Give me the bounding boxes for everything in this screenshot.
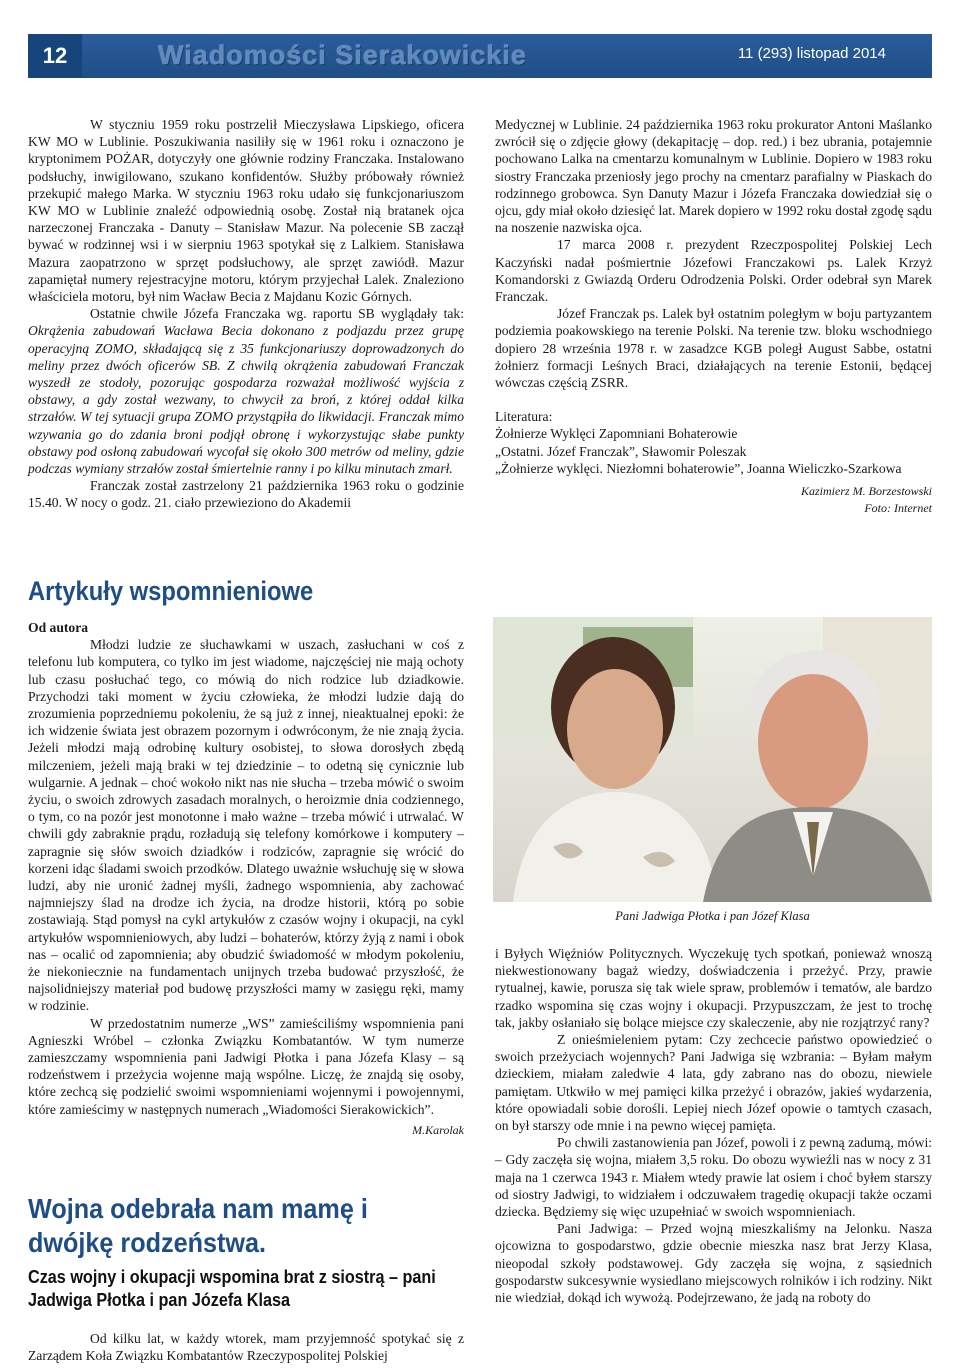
masthead: Wiadomości Sierakowickie [158, 40, 527, 70]
portrait-photo-illustration [493, 617, 932, 902]
section-title: Artykuły wspomnieniowe [28, 576, 314, 606]
paragraph [28, 305, 464, 477]
article-headline: Wojna odebrała nam mamę i dwójkę rodzeństwa. [28, 1193, 368, 1258]
literature-label: Literatura: [495, 409, 553, 425]
author-signature: Kazimierz M. Borzestowski [800, 484, 932, 499]
paragraph: Pani Jadwiga: – Przed wojną mieszkaliśmy na Jelonku. Nasza ojcowizna to gospodarstwo, gdzie obecnie mieszka nasz brat Jerzy Klasa, nieopodal szkoły podstawowej. Gdy zaczęła się wojna, z sąsiednich gospodarstw sukcesywnie wysiedlano miejscowych rolników i ich rodziny. Nikt nie wiedział, dokąd ich wywożą. Podejrzewano, że jadą na roboty do [495, 1221, 932, 1306]
photo-caption: Pani Jadwiga Płotka i pan Józef Klasa [615, 909, 810, 923]
paragraph: Józef Franczak ps. Lalek był ostatnim poległym w boju partyzantem podziemia poakowskiego na terenie Polski. Na terenie tzw. bloku wschodniego dopiero 28 września 1978 r. w zasadzce KGB poległ August Sabbe, ostatni żołnierz formacji Leśnych Braci, działających na terenie Estonii, będącej wówczas częścią ZSRR. [495, 306, 932, 391]
issue-label: 11 (293) listopad 2014 [737, 45, 886, 62]
paragraph: Medycznej w Lublinie. 24 października 1963 roku prokurator Antoni Maślanko zwrócił się o zdjęcie głowy (dekapitację – dop. red.) i bez ubrania, potajemnie pochowano Lalka na cmentarzu komunalnym w Lublinie. Dopiero w 1983 roku siostry Franczaka przeniosły jego prochy na cmentarz parafialny w Piaskach do rodzinnego grobowca. Syn Danuty Mazur i Józefa Franczaka dowiedział się o ojcu, gdy miał około dziesięć lat. Marek dopiero w 1992 roku dostał zgodę sądu na noszenie nazwiska ojca. [495, 117, 932, 236]
paragraph: W styczniu 1959 roku postrzelił Mieczysława Lipskiego, oficera KW MO w Lublinie. Poszukiwania nasiliły się w 1961 roku i oznaczono je kryptonimem POŻAR, dotyczyły one głównie rodziny Franczaka. Instalowano podsłuchy, inwigilowano, szukano konfidentów. Służby próbowały również przekupić małego Marka. W styczniu 1963 roku udało się funkcjonariuszom KW MO w Lublinie znaleźć odpowiednią osobę. Został nią bratanek ojca narzeczonej Franczaka - Danuty – Stanisław Mazur. Na polecenie SB zaczął bywać w rodzinnej wsi i w sierpniu 1963 spotykał się z Lalkiem. Stanisława Mazura zaopatrzono w sprzęt podsłuchowy, ale sprzęt zawiódł. Mazur zapamiętał numery rejestracyjne motoru, którym przyjechał Lalek. Znaleziono właściciela motoru, był nim Wacław Becia z Majdanu Kozic Górnych. [28, 117, 464, 305]
page-header [28, 34, 932, 78]
right-column-article [495, 945, 932, 1306]
editor-signature: M.Karolak [412, 1122, 464, 1137]
from-author-label: Od autora [28, 620, 89, 635]
paragraph: 17 marca 2008 r. prezydent Rzeczpospolitej Polskiej Lech Kaczyński nadał pośmiertnie Józefowi Franczakowi ps. Lalek Krzyż Komandorski z Gwiazdą Orderu Odrodzenia Polski. Order odebrał syn Marek Franczak. [495, 237, 932, 305]
right-column-top [495, 116, 932, 517]
paragraph: Z onieśmieleniem pytam: Czy zechcecie państwo opowiedzieć o swoich przeżyciach wojennych? Pani Jadwiga się wzbrania: – Byłam małym dzieckiem, miałam zaledwie 4 lata, gdy zabrano nas do obozu, niewiele pamiętam. Utkwiło w mej pamięci kilka przeżyć i obrazów, jakieś wydarzenia, które opowiadali sobie dorośli. Lepiej niech Józef opowie o tamtych czasach, on był starszy ode mnie i na pewno więcej pamięta. [495, 1032, 932, 1134]
literature-item: „Żołnierze wyklęci. Niezłomni bohaterowie”, Joanna Wieliczko-Szarkowa [495, 460, 902, 476]
literature-item: „Ostatni. Józef Franczak”, Sławomir Poleszak [495, 443, 747, 459]
paragraph-lead: Ostatnie chwile Józefa Franczaka wg. raportu SB wyglądały tak: [90, 306, 464, 322]
paragraph: Młodzi ludzie ze słuchawkami w uszach, zasłuchani w coś z telefonu lub komputera, co tylko im jest wiadome, najczęściej nie mają ochoty lub czasu posłuchać tego, co mówią do nich rodzice lub dziadkowie. Przychodzi taki moment w życiu człowieka, że młodzi ludzie dają do zrozumienia poprzedniemu pokoleniu, że są już z innej, nieaktualnej epoki: że ich widzenie świata jest obrazem pozornym i odwróconym, że nie znają życia. Jeżeli młodzi mają odrobinę kultury osobistej, to słowa dorosłych zbędą milczeniem, jeżeli mają braki w tej dziedzinie – to odetną się cynicznie lub wulgarnie. A jednak – choć wokoło nikt nas nie słucha – trzeba mówić o swoim życiu, o swoich zdrowych zasadach moralnych, o heroizmie dnia codziennego, o tym, co na pozór jest monotonne i mało ważne – trzeba mówić i utrwalać. W chwili gdy zabraknie prądu, rozładują się telefony komórkowe i komputery – zapragnie się słów swoich dziadków i rodziców, zapragnie się wrócić do korzeni idąc śladami swoich przodków. Dlatego uważnie wsłuchuję się w słowa ludzi, aby nie uronić żadnej myśli, żadnego wspomnienia, aby zachować najmniejszy ślad na drodze ich życia, na drodze historii, którą po sobie zostawiają. Stąd pomysł na cykl artykułów z czasów wojny i okupacji, na cykl artykułów wspomnieniowych, aby ludzi – bohaterów, którzy żyją z nami i obok nas – ocalić od zapomnienia; aby obudzić świadomość w młodym pokoleniu, że niekoniecznie na fundamentach unijnych trzeba budować przyszłość, że najsolidniejszy materiał pod budowę przyszłości mamy w zasięgu ręki, mamy w rodzinie. [28, 637, 464, 1014]
paragraph: i Byłych Więźniów Politycznych. Wyczekuję tych spotkań, ponieważ wnoszą niekwestionowany bagaż wiedzy, doświadczenia i przeżyć. Przy, prawie rytualnej, kawie, porusza się tak wiele spraw, problemów i tematów, ale bardzo rzadko wspomina się czas wojny i okupacji. Przypuszczam, że jest to trochę tak, jakby osłaniało się bolące miejsce czy skaleczenie, aby nie rozjątrzyć rany? [495, 946, 932, 1030]
page-number: 12 [28, 34, 82, 78]
paragraph: Po chwili zastanowienia pan Józef, powoli i z pewną zadumą, mówi: – Gdy zaczęła się wojna, miałem 3,5 roku. Do obozu wywieźli nas w nocy z 31 maja na 1 czerwca 1943 r. Miałem wtedy prawie lat osiem i choć byłem starszy od siostry Jadwigi, to widziałem i odczuwałem tragedię okupacji także oczami dziecka. Będziemy się więc uzupełniać w swoich wspomnieniach. [495, 1135, 932, 1220]
paragraph: Od kilku lat, w każdy wtorek, mam przyjemność spotykać się z Zarządem Koła Związku Kombatantów Rzeczypospolitej Polskiej [28, 1331, 464, 1364]
literature-item: Żołnierze Wyklęci Zapomniani Bohaterowie [495, 426, 738, 442]
sb-report-quote: Okrążenia zabudowań Wacława Becia dokonano z podjazdu przez grupę operacyjną ZOMO, składającą się z 35 funkcjonariuszy doprowadzonych do meliny przez dwóch oficerów SB. Z chwilą okrążenia zabudowań Franczak wyszedł ze stodoły, pozorując gospodarza rozważał możliwość wyjścia z obstawy, a gdy został wezwany, to chwycił za broń, z której oddał kilka strzałów. W tej sytuacji grupa ZOMO przystąpiła do likwidacji. Franczak mimo wzywania go do zdania broni podjął obronę i wykorzystując słabe punkty obstawy pod osłoną zabudowań wycofał się około 300 metrów od meliny, gdzie podczas wymiany strzałów został śmiertelnie ranny i po kilku minutach zmarł. [28, 323, 464, 477]
article-subheadline: Czas wojny i okupacji wspomina brat z siostrą – pani Jadwiga Płotka i pan Józefa Klasa [28, 1267, 436, 1310]
portrait-photo [493, 617, 932, 902]
paragraph: Franczak został zastrzelony 21 października 1963 roku o godzinie 15.40. W nocy o godz. 21. ciało przewieziono do Akademii [28, 478, 464, 511]
left-column-top [28, 116, 464, 512]
paragraph: W przedostatnim numerze „WS” zamieściliśmy wspomnienia pani Agnieszki Wróbel – członka Związku Kombatantów. W tym numerze zamieszczamy wspomnienia pani Jadwigi Płotka i pana Józefa Klasy – są rodzeństwem i przeżycia wojenne mają wspólne. Liczę, że znajdą się osoby, które zechcą się podzielić swoimi wspomnieniami wojennymi i powojennymi, które zamieścimy w następnych numerach „Wiadomości Sierakowickich”. [28, 1015, 464, 1117]
left-column-memoir [28, 619, 464, 1139]
article-intro [28, 1330, 464, 1364]
photo-credit: Foto: Internet [864, 501, 932, 516]
